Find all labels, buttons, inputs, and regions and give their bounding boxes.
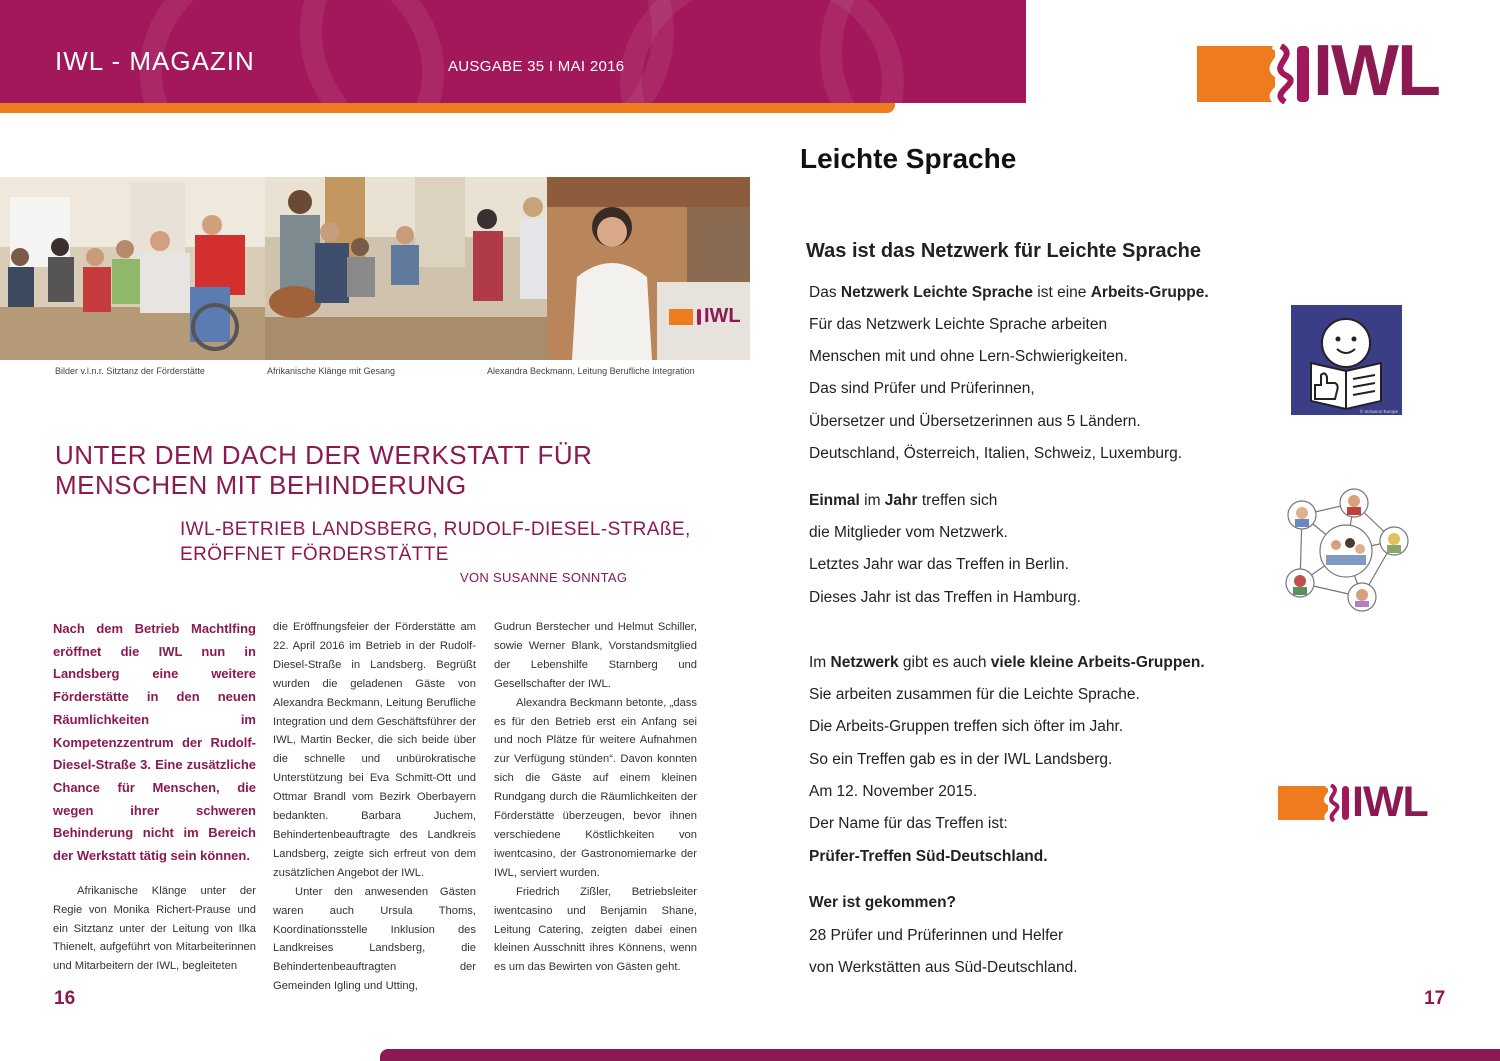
sign-bar: [697, 309, 701, 325]
logo-swirl-icon: [1314, 784, 1344, 822]
sign-text: IWL: [704, 305, 741, 327]
photo-caption-3: Alexandra Beckmann, Leitung Berufliche Integration: [487, 366, 695, 376]
photo-sign: [669, 305, 747, 329]
text-line: [809, 653, 1205, 673]
photo-caption-2: Afrikanische Klänge mit Gesang: [267, 366, 396, 376]
article-col1-body: Afrikanische Klänge unter der Regie von Monika Richert-Prause und ein Sitztanz unter der Leitung von Ilka Thienelt, aufgeführt von Mitarbeiterinnen und Mitarbeitern der IWL, begleiteten: [53, 884, 256, 973]
photo-seated-dance: [0, 177, 265, 360]
article-lead: Nach dem Betrieb Machtlfing eröffnet die IWL nun in Landsberg eine weitere Förderstätte in den neuen Räumlichkeiten im Kompetenzzentrum der Rudolf-Diesel-Straße 3. Eine zusätzliche Chance für Menschen, die wegen ihrer schweren Behinderung nicht im Bereich der Werkstatt tätig sein können.: [53, 621, 256, 864]
photo-caption-1: Bilder v.l.n.r. Sitztanz der Förderstätte: [55, 366, 205, 376]
text-fragment-bold: viele kleine Arbeits-Gruppen.: [990, 654, 1205, 671]
iwl-logo: [1197, 31, 1447, 111]
headline-line-1: UNTER DEM DACH DER WERKSTATT FÜR: [55, 440, 593, 470]
text-line: Am 12. November 2015.: [809, 783, 978, 800]
header-accent-stripe: [0, 103, 895, 113]
article-col3-p2: Alexandra Beckmann betonte, „dass es für den Betrieb erst ein Anfang sei und noch Plätze für weitere Aufnahmen zur Verfügung stünden“. Davon konnten sich die Gäste auf einem kleinen Rundgang durch die Räumlichkeiten der Förderstätte überzeugen, bevor ihnen verschiedene Köstlichkeiten von iwentcasino, der Gastronomiemarke der IWL, serviert wurden.: [494, 696, 697, 879]
text-line: Übersetzer und Übersetzerinnen aus 5 Ländern.: [809, 413, 1141, 430]
text-line: Menschen mit und ohne Lern-Schwierigkeiten.: [809, 348, 1128, 365]
text-fragment-bold: Netzwerk: [830, 654, 899, 671]
subhead-line-1: IWL-BETRIEB LANDSBERG, RUDOLF-DIESEL-STRAßE,: [180, 519, 691, 540]
network-icon: [1280, 485, 1412, 617]
text-line: So ein Treffen gab es in der IWL Landsberg.: [809, 751, 1113, 768]
text-line: Dieses Jahr ist das Treffen in Hamburg.: [809, 589, 1081, 606]
footer-bar: [380, 1049, 1500, 1061]
text-line: Prüfer-Treffen Süd-Deutschland.: [809, 848, 1048, 865]
text-line: Wer ist gekommen?: [809, 894, 957, 911]
logo-bar: [1342, 786, 1349, 820]
logo-text: IWL: [1313, 31, 1439, 111]
text-line: Das sind Prüfer und Prüferinnen,: [809, 380, 1035, 397]
text-line: von Werkstätten aus Süd-Deutschland.: [809, 959, 1078, 976]
text-fragment: treffen sich: [917, 492, 998, 509]
logo-text: IWL: [1352, 778, 1428, 826]
sign-orange-box: [669, 309, 693, 325]
article-col3-p1: Gudrun Berstecher und Helmut Schiller, sowie Werner Blank, Vorstandsmitglied der Lebenshilfe Starnberg und Gesellschafter der IWL.: [494, 621, 697, 690]
article-subhead: [180, 517, 700, 567]
photo-speaker: [547, 177, 750, 360]
text-fragment-bold: Jahr: [884, 492, 918, 509]
text-line: Die Arbeits-Gruppen treffen sich öfter im Jahr.: [809, 718, 1124, 735]
text-fragment-bold: Netzwerk Leichte Sprache: [840, 284, 1033, 301]
article-column-3: [494, 618, 697, 977]
article-column-1: [53, 618, 256, 976]
easy-language-title: Leichte Sprache: [800, 143, 1017, 174]
magazine-title: IWL - MAGAZIN: [55, 46, 255, 76]
article-headline: [55, 440, 695, 500]
text-line: Der Name für das Treffen ist:: [809, 815, 1008, 832]
text-fragment: im: [859, 492, 885, 509]
text-fragment: Im: [809, 654, 831, 671]
logo-bar: [1297, 46, 1309, 102]
issue-label: AUSGABE 35 I MAI 2016: [448, 58, 625, 75]
article-byline: VON SUSANNE SONNTAG: [460, 570, 628, 585]
text-fragment: ist eine: [1032, 284, 1091, 301]
text-line: Deutschland, Österreich, Italien, Schweiz, Luxemburg.: [809, 445, 1183, 462]
icon-credit: © Inclusion Europe: [1359, 409, 1398, 414]
easy-read-icon: [1291, 305, 1402, 415]
page-number-right: 17: [1424, 988, 1446, 1009]
text-line: 28 Prüfer und Prüferinnen und Helfer: [809, 927, 1064, 944]
article-col2-p2: Unter den anwesenden Gästen waren auch Ursula Thoms, Koordinationsstelle Inklusion des Landkreises Landsberg, die Behindertenbeauftragten der Gemeinden Igling und Utting,: [273, 885, 476, 993]
page-number-left: 16: [54, 988, 76, 1009]
headline-line-2: MENSCHEN MIT BEHINDERUNG: [55, 470, 467, 500]
text-line: [809, 491, 997, 511]
iwl-logo-small: [1278, 778, 1438, 826]
text-fragment: Das: [809, 284, 841, 301]
article-col3-p3: Friedrich Zißler, Betriebsleiter iwentcasino und Benjamin Shane, Leitung Catering, zeigten dabei einen kleinen Ausschnitt ihres Könnens, wenn es um das Bewirten von Gästen geht.: [494, 885, 697, 974]
text-line: Für das Netzwerk Leichte Sprache arbeiten: [809, 316, 1108, 333]
text-fragment-bold: Einmal: [809, 492, 860, 509]
article-col2-p1: die Eröffnungsfeier der Förderstätte am 22. April 2016 im Betrieb in der Rudolf-Diesel-Straße in Landsberg. Begrüßt wurden die geladenen Gäste von Alexandra Beckmann, Leitung Berufliche Integration und dem Geschäftsführer der IWL, Martin Becker, die sich beide über die schnelle und unbürokratische Unterstützung bei Eva Schmitt-Ott und Ottmar Brandl vom Bezirk Oberbayern bedankten. Barbara Juchem, Behindertenbeauftragte des Landkreis Landsberg, zeigte sich erfreut von dem zusätzlichen Angebot der IWL.: [273, 621, 476, 879]
text-line: Sie arbeiten zusammen für die Leichte Sprache.: [809, 686, 1140, 703]
photo-african-music: [265, 177, 547, 360]
easy-language-subtitle: Was ist das Netzwerk für Leichte Sprache: [806, 240, 1201, 262]
logo-swirl-icon: [1253, 44, 1303, 104]
text-fragment: gibt es auch: [898, 654, 991, 671]
text-line: die Mitglieder vom Netzwerk.: [809, 524, 1008, 541]
text-line: Letztes Jahr war das Treffen in Berlin.: [809, 556, 1069, 573]
subhead-line-2: ERÖFFNET FÖRDERSTÄTTE: [180, 544, 449, 565]
text-fragment-bold: Arbeits-Gruppe.: [1090, 284, 1209, 301]
article-column-2: [273, 618, 476, 996]
text-line: [809, 283, 1209, 303]
